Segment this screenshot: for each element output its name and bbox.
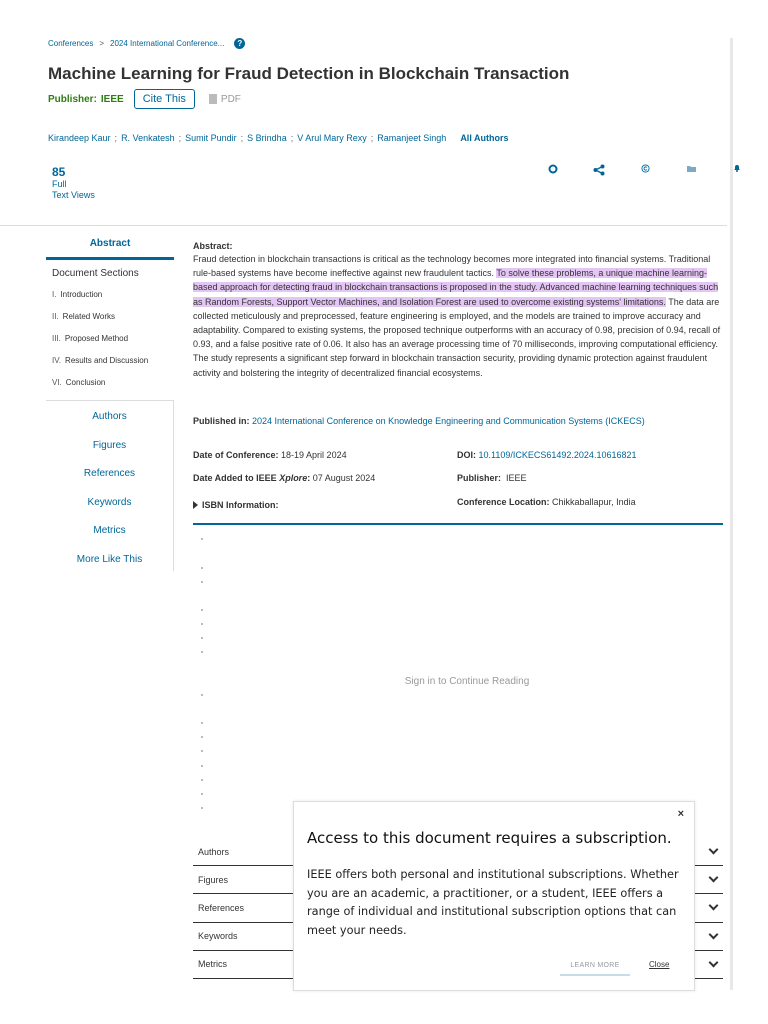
pdf-button[interactable] [209, 94, 241, 105]
accordion-label: References [198, 902, 245, 913]
page-title: Machine Learning for Fraud Detection in Blockchain Transaction [48, 64, 570, 83]
author-separator: ; [240, 133, 244, 143]
full-text-views-metric[interactable] [52, 165, 95, 201]
doi-label: DOI: [457, 450, 476, 460]
publisher-row [48, 89, 241, 109]
sidebar-item-more-like-this[interactable]: More Like This [76, 553, 143, 565]
placeholder-dot [201, 637, 203, 639]
sidebar-item-authors[interactable]: Authors [92, 411, 127, 422]
isbn-label: ISBN Information: [202, 500, 279, 510]
chevron-down-icon [709, 929, 719, 939]
author-separator: ; [114, 133, 118, 143]
sidebar-item-metrics[interactable]: Metrics [93, 525, 126, 536]
section-label: Proposed Method [64, 334, 129, 343]
chevron-down-icon [709, 957, 719, 967]
section-number: I. [52, 290, 57, 299]
sidebar-links [46, 401, 174, 571]
author-link[interactable]: R. Venkatesh [121, 133, 175, 143]
abstract-section [193, 241, 723, 380]
author-link[interactable]: Kirandeep Kaur [48, 133, 111, 143]
abstract-heading: Abstract: [193, 241, 233, 251]
sidebar-item-references[interactable]: References [83, 468, 136, 479]
placeholder-dot [201, 694, 203, 696]
sidebar-section-introduction[interactable] [52, 284, 174, 306]
published-in [193, 416, 645, 426]
author-link[interactable]: V Arul Mary Rexy [297, 133, 367, 143]
help-icon[interactable]: ? [234, 38, 245, 49]
pdf-icon [209, 94, 217, 104]
metric-count: 85 [52, 165, 66, 179]
abstract-text-part: The data are collected meticulously and preprocessed, feature engineering is employed, and the models are trained to improve accuracy and adaptability. Compared to existing systems, the proposed technique outperforms with an accuracy of 0.98, precision of 0.94, recall of 0.93, and a false positive rate of 0.06. It also has an average processing time of 70 milliseconds, improving computational efficiency. The study represents a significant step forward in blockchain transaction security, providing dynamic protection against fraudulent activity and bolstering the integrity of decentralized financial ecosystems. [193, 296, 721, 378]
section-label: Introduction [60, 290, 103, 299]
metric-label-1: Full [52, 179, 67, 189]
article-actions [530, 164, 760, 178]
publisher-value: IEEE [100, 93, 124, 105]
sidebar [46, 238, 174, 571]
section-label: Related Works [62, 312, 115, 321]
conference-location [457, 497, 636, 507]
placeholder-dot [201, 779, 203, 781]
section-number: III. [52, 334, 61, 343]
modal-title: Access to this document requires a subscription. [307, 829, 672, 847]
modal-close-link[interactable]: Close [649, 960, 670, 969]
section-label: Results and Discussion [65, 356, 149, 365]
placeholder-dot [201, 623, 203, 625]
section-number: VI. [52, 378, 62, 387]
location-value: Chikkaballapur, India [552, 497, 636, 507]
placeholder-dot [201, 736, 203, 738]
breadcrumb-separator: > [99, 39, 105, 48]
doi [457, 450, 636, 460]
placeholder-dot [201, 538, 203, 540]
orcid-icon[interactable] [530, 164, 576, 178]
published-in-label: Published in: [193, 416, 250, 426]
location-label: Conference Location: [457, 497, 550, 507]
date-added [193, 473, 375, 483]
placeholder-dot [201, 750, 203, 752]
placeholder-dot [201, 807, 203, 809]
publisher-label: Publisher: [48, 93, 97, 105]
date-added-value: 07 August 2024 [312, 473, 376, 483]
accordion-label: Figures [198, 874, 229, 885]
sidebar-section-results[interactable] [52, 350, 174, 372]
accordion-label: Keywords [198, 931, 238, 942]
close-icon[interactable]: × [677, 808, 684, 820]
section-number: II. [52, 312, 59, 321]
placeholder-dot [201, 793, 203, 795]
section-number: IV. [52, 356, 62, 365]
modal-body: IEEE offers both personal and institutional subscriptions. Whether you are an academic, a practitioner, or a student, IEEE offers a range of individual and institutional subscription options that can meet your needs. [307, 868, 679, 937]
cite-this-button[interactable]: Cite This [134, 89, 195, 109]
subscription-modal [293, 801, 695, 991]
placeholder-dot [201, 581, 203, 583]
placeholder-dot [201, 765, 203, 767]
chevron-down-icon [709, 873, 719, 883]
breadcrumb [48, 38, 245, 49]
author-link[interactable]: Sumit Pundir [185, 133, 237, 143]
publisher-meta [457, 473, 527, 483]
author-separator: ; [178, 133, 182, 143]
doi-link[interactable]: 10.1109/ICKECS61492.2024.10616821 [478, 450, 637, 460]
publisher-meta-label: Publisher: [457, 473, 502, 483]
accordion-label: Authors [198, 846, 230, 857]
pdf-label: PDF [220, 93, 241, 105]
published-in-link[interactable]: 2024 International Conference on Knowledge Engineering and Communication Systems (ICKECS) [252, 416, 645, 426]
breadcrumb-conference[interactable]: 2024 International Conference... [110, 39, 225, 48]
date-added-label: Date Added to IEEE Xplore: [193, 473, 311, 483]
placeholder-dot [201, 567, 203, 569]
chevron-down-icon [709, 901, 719, 911]
abstract-text-part: Fraud detection in blockchain transactions is critical as the technology becomes more integrated into financial systems. Traditional rule-based systems have become ineffective against new fraudulent tactics. [193, 254, 711, 279]
chevron-down-icon [709, 845, 719, 855]
folder-icon[interactable] [668, 164, 714, 178]
accordion-label: Metrics [198, 959, 227, 970]
placeholder-dot [201, 722, 203, 724]
sidebar-item-figures[interactable]: Figures [92, 439, 127, 451]
document-sections-heading: Document Sections [52, 268, 139, 279]
author-separator: ; [290, 133, 294, 143]
isbn-toggle[interactable] [193, 500, 279, 510]
header-divider [0, 225, 727, 226]
author-link[interactable]: Ramanjeet Singh [377, 133, 447, 143]
copyright-icon[interactable] [622, 164, 668, 178]
expand-triangle-icon [193, 501, 198, 509]
section-label: Conclusion [65, 378, 106, 387]
author-link[interactable]: S Brindha [247, 133, 287, 143]
author-separator: ; [370, 133, 374, 143]
date-conf-value: 18-19 April 2024 [281, 450, 347, 460]
sidebar-item-abstract[interactable]: Abstract [46, 238, 174, 260]
publisher-meta-value: IEEE [506, 473, 527, 483]
sign-in-to-continue[interactable]: Sign in to Continue Reading [404, 676, 530, 687]
date-of-conference [193, 450, 347, 460]
content-divider [193, 523, 723, 525]
bell-icon[interactable] [714, 164, 760, 178]
sidebar-section-conclusion[interactable] [52, 372, 174, 394]
sidebar-section-related-works[interactable] [52, 306, 174, 328]
breadcrumb-conferences[interactable]: Conferences [48, 39, 94, 48]
all-authors-link[interactable]: All Authors [460, 133, 509, 143]
placeholder-dot [201, 651, 203, 653]
date-conf-label: Date of Conference: [193, 450, 279, 460]
sidebar-item-keywords[interactable]: Keywords [87, 496, 132, 508]
abstract-text [193, 252, 723, 380]
sidebar-section-proposed-method[interactable] [52, 328, 174, 350]
placeholder-dot [201, 609, 203, 611]
learn-more-button[interactable]: LEARN MORE [560, 956, 630, 976]
metric-label-2: Text Views [52, 190, 95, 200]
share-icon[interactable] [576, 164, 622, 178]
author-list [48, 133, 508, 143]
abstract-highlight: To solve these problems, a unique machine learning-based approach for detecting fraud in blockchain transactions is proposed in the study. Advanced machine learning techniques such as Random Forests, Support Vector Machines, and Isolation Forest are used to overcome existing systems' limitations. [193, 268, 719, 307]
page-right-border [730, 38, 733, 990]
